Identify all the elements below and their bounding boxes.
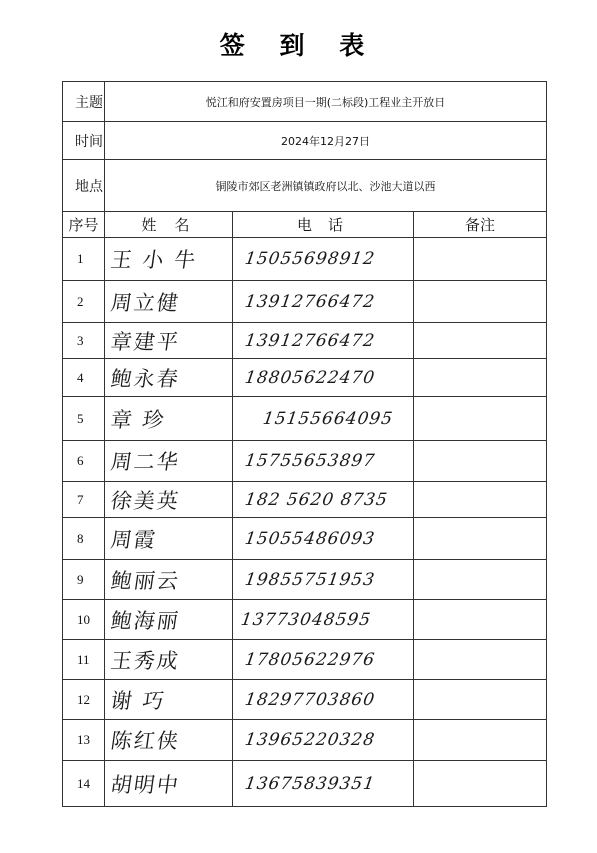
handwritten-name: 周霞	[109, 527, 159, 552]
handwritten-name: 鲍海丽	[109, 608, 182, 633]
handwritten-phone: 19855751953	[243, 569, 377, 590]
phone-cell	[233, 281, 414, 323]
topic-value: 悦江和府安置房项目一期(二标段)工程业主开放日	[105, 82, 547, 122]
handwritten-phone: 18297703860	[243, 689, 377, 710]
handwritten-phone: 15055698912	[243, 249, 377, 269]
row-index: 14	[63, 761, 105, 807]
remark-cell	[414, 323, 547, 359]
handwritten-phone: 15055486093	[243, 528, 377, 549]
signature-cell	[105, 397, 233, 441]
remark-cell	[414, 397, 547, 441]
handwritten-name: 谢 巧	[109, 688, 168, 713]
handwritten-phone: 15755653897	[243, 451, 377, 471]
row-index: 5	[63, 397, 105, 441]
signature-cell	[105, 323, 233, 359]
row-index: 4	[63, 359, 105, 397]
table-row	[63, 397, 547, 441]
row-index: 12	[63, 680, 105, 720]
handwritten-phone: 13965220328	[243, 730, 377, 750]
table-row	[63, 600, 547, 640]
signature-cell	[105, 640, 233, 680]
handwritten-name: 鲍丽云	[109, 568, 182, 593]
time-label: 时间	[63, 122, 105, 160]
handwritten-name: 鲍永春	[109, 366, 182, 391]
phone-cell	[233, 397, 414, 441]
remark-cell	[414, 560, 547, 600]
table-row	[63, 323, 547, 359]
signature-cell	[105, 238, 233, 281]
signature-cell	[105, 482, 233, 518]
table-row	[63, 238, 547, 281]
remark-cell	[414, 441, 547, 482]
topic-label: 主题	[63, 82, 105, 122]
handwritten-phone: 13675839351	[243, 773, 377, 794]
handwritten-phone: 15155664095	[261, 408, 395, 429]
name-column-header: 姓名	[105, 212, 233, 238]
remark-cell	[414, 518, 547, 560]
handwritten-phone: 13912766472	[243, 291, 377, 312]
place-label: 地点	[63, 160, 105, 212]
phone-cell	[233, 720, 414, 761]
row-index: 3	[63, 323, 105, 359]
table-row	[63, 761, 547, 807]
row-index: 11	[63, 640, 105, 680]
signature-cell	[105, 281, 233, 323]
row-index: 2	[63, 281, 105, 323]
place-row	[63, 160, 547, 212]
remark-cell	[414, 281, 547, 323]
handwritten-phone: 182 5620 8735	[243, 489, 390, 510]
phone-cell	[233, 761, 414, 807]
phone-cell	[233, 560, 414, 600]
phone-cell	[233, 238, 414, 281]
handwritten-name: 王 小 牛	[109, 248, 199, 272]
signin-table	[62, 81, 547, 807]
phone-cell	[233, 600, 414, 640]
signature-cell	[105, 560, 233, 600]
remark-column-header: 备注	[414, 212, 547, 238]
phone-cell	[233, 518, 414, 560]
remark-cell	[414, 720, 547, 761]
handwritten-name: 王秀成	[109, 648, 182, 673]
time-value: 2024年12月27日	[105, 122, 547, 160]
handwritten-phone: 13912766472	[243, 330, 377, 351]
row-index: 9	[63, 560, 105, 600]
remark-cell	[414, 238, 547, 281]
table-row	[63, 482, 547, 518]
table-row	[63, 560, 547, 600]
remark-cell	[414, 680, 547, 720]
phone-cell	[233, 359, 414, 397]
table-row	[63, 359, 547, 397]
table-row	[63, 518, 547, 560]
handwritten-name: 胡明中	[109, 772, 182, 797]
handwritten-name: 章建平	[109, 329, 182, 354]
row-index: 7	[63, 482, 105, 518]
signature-cell	[105, 518, 233, 560]
index-column-header: 序号	[63, 212, 105, 238]
topic-row	[63, 82, 547, 122]
place-value: 铜陵市郊区老洲镇镇政府以北、沙池大道以西	[105, 160, 547, 212]
remark-cell	[414, 359, 547, 397]
handwritten-phone: 13773048595	[239, 609, 373, 630]
time-row	[63, 122, 547, 160]
handwritten-name: 周立健	[109, 290, 182, 315]
phone-cell	[233, 680, 414, 720]
handwritten-name: 章 珍	[109, 407, 168, 432]
remark-cell	[414, 761, 547, 807]
signature-cell	[105, 359, 233, 397]
row-index: 10	[63, 600, 105, 640]
phone-cell	[233, 441, 414, 482]
table-row	[63, 441, 547, 482]
handwritten-name: 周二华	[109, 450, 182, 474]
remark-cell	[414, 600, 547, 640]
remark-cell	[414, 640, 547, 680]
handwritten-name: 陈红侠	[109, 729, 182, 753]
signature-cell	[105, 720, 233, 761]
signature-cell	[105, 761, 233, 807]
handwritten-name: 徐美英	[109, 488, 182, 513]
signature-cell	[105, 680, 233, 720]
row-index: 8	[63, 518, 105, 560]
signature-cell	[105, 600, 233, 640]
handwritten-phone: 17805622976	[243, 649, 377, 670]
row-index: 1	[63, 238, 105, 281]
table-row	[63, 281, 547, 323]
table-row	[63, 640, 547, 680]
phone-cell	[233, 323, 414, 359]
phone-column-header: 电话	[233, 212, 414, 238]
column-header-row	[63, 212, 547, 238]
phone-cell	[233, 640, 414, 680]
handwritten-phone: 18805622470	[243, 367, 377, 388]
page-title: 签 到 表	[219, 31, 378, 60]
table-row	[63, 720, 547, 761]
table-row	[63, 680, 547, 720]
signature-cell	[105, 441, 233, 482]
remark-cell	[414, 482, 547, 518]
phone-cell	[233, 482, 414, 518]
row-index: 6	[63, 441, 105, 482]
row-index: 13	[63, 720, 105, 761]
